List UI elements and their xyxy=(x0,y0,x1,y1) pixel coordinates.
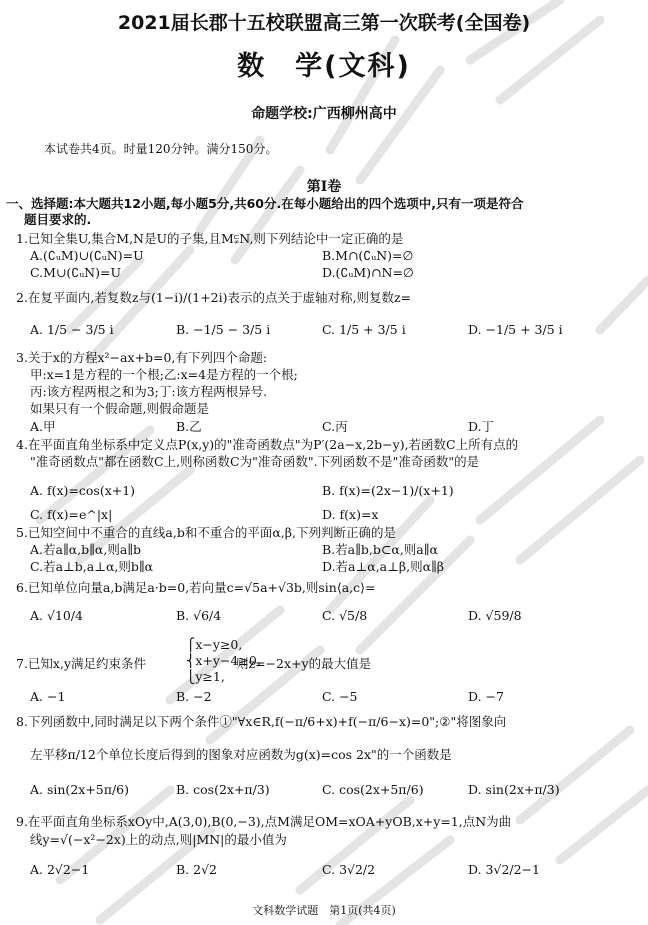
question-7-constraint-1: ⎧x−y≥0, xyxy=(186,637,243,652)
question-3-option-a: A.甲 xyxy=(30,419,56,434)
question-6-option-c: C. √5/8 xyxy=(322,608,368,623)
question-1-stem: 1.已知全集U,集合M,N是U的子集,且M⫋N,则下列结论中一定正确的是 xyxy=(16,231,404,246)
exam-title: 2021届长郡十五校联盟高三第一次联考(全国卷) xyxy=(117,12,531,34)
exam-subject: 数 学(文科) xyxy=(237,51,411,82)
question-4-line2: "准奇函数点"都在函数C上,则称函数C为"准奇函数".下列函数不是"准奇函数"的是 xyxy=(30,454,480,469)
question-7-option-a: A. −1 xyxy=(30,689,66,704)
question-3-option-d: D.丁 xyxy=(468,419,495,434)
question-2-option-a: A. 1/5 − 3/5 i xyxy=(30,322,114,337)
question-1-option-d: D.(∁ᵤM)∩N=∅ xyxy=(322,265,414,280)
question-8-option-a: A. sin(2x+5π/6) xyxy=(30,782,129,797)
question-7-constraint-3: ⎩y≥1, xyxy=(186,669,225,684)
question-3-line4: 如果只有一个假命题,则假命题是 xyxy=(30,401,209,416)
page-footer: 文科数学试题 第1页(共4页) xyxy=(252,904,396,917)
question-4-option-a: A. f(x)=cos(x+1) xyxy=(30,483,136,498)
question-1-option-b: B.M∩(∁ᵤN)=∅ xyxy=(322,248,414,263)
question-5-option-c: C.若a⊥b,a⊥α,则b∥α xyxy=(30,559,154,574)
question-9-stem: 9.在平面直角坐标系xOy中,A(3,0),B(0,−3),点M满足OM=xOA+yOB,x+y=1,点N为曲 xyxy=(16,814,512,829)
question-8-option-b: B. cos(2x+π/3) xyxy=(176,782,270,797)
question-8-stem: 8.下列函数中,同时满足以下两个条件①"∀x∈R,f(−π/6+x)+f(−π/6−x)=0";②"将图象向 xyxy=(16,714,507,729)
question-7-option-d: D. −7 xyxy=(468,689,504,704)
question-5-stem: 5.已知空间中不重合的直线a,b和不重合的平面α,β,下列判断正确的是 xyxy=(16,525,396,540)
question-6-option-a: A. √10/4 xyxy=(30,608,84,623)
part-heading-line1: 一、选择题:本大题共12小题,每小题5分,共60分.在每小题给出的四个选项中,只有一项是符合 xyxy=(6,196,524,211)
question-6-option-b: B. √6/4 xyxy=(176,608,222,623)
question-9-option-b: B. 2√2 xyxy=(176,862,218,877)
question-3-option-b: B.乙 xyxy=(176,419,202,434)
question-3-option-c: C.丙 xyxy=(322,419,348,434)
question-3-stem: 3.关于x的方程x²−ax+b=0,有下列四个命题: xyxy=(16,350,268,365)
section-title: 第Ⅰ卷 xyxy=(306,179,342,195)
question-5-option-b: B.若a∥b,b⊂α,则a∥α xyxy=(322,542,438,557)
question-5-option-a: A.若a∥α,b∥α,则a∥b xyxy=(30,542,142,557)
question-9-line2: 线y=√(−x²−2x)上的动点,则|MN|的最小值为 xyxy=(30,832,287,847)
question-5-option-d: D.若a⊥α,a⊥β,则α∥β xyxy=(322,559,445,574)
question-9-option-d: D. 3√2/2−1 xyxy=(468,862,540,877)
question-3-line2: 甲:x=1是方程的一个根;乙:x=4是方程的一个根; xyxy=(30,367,298,382)
part-heading-line2: 题目要求的. xyxy=(24,212,92,227)
question-7-option-b: B. −2 xyxy=(176,689,212,704)
question-1-option-c: C.M∪(∁ᵤN)=U xyxy=(30,265,122,280)
question-2-option-b: B. −1/5 − 3/5 i xyxy=(176,322,271,337)
question-7-stem: 7.已知x,y满足约束条件 xyxy=(16,656,147,671)
question-6-stem: 6.已知单位向量a,b满足a·b=0,若向量c=√5a+√3b,则sin⟨a,c⟩= xyxy=(16,580,376,595)
exam-instructions: 本试卷共4页。时量120分钟。满分150分。 xyxy=(44,142,278,156)
question-4-option-c: C. f(x)=e^|x| xyxy=(30,507,113,522)
question-2-option-c: C. 1/5 + 3/5 i xyxy=(322,322,406,337)
question-1-option-a: A.(∁ᵤM)∪(∁ᵤN)=U xyxy=(30,248,144,263)
question-8-line2: 左平移π/12个单位长度后得到的图象对应函数为g(x)=cos 2x"的一个函数是 xyxy=(30,747,452,762)
question-6-option-d: D. √59/8 xyxy=(468,608,522,623)
question-7-option-c: C. −5 xyxy=(322,689,358,704)
question-8-option-d: D. sin(2x+π/3) xyxy=(468,782,560,797)
question-9-option-c: C. 3√2/2 xyxy=(322,862,376,877)
question-4-option-b: B. f(x)=(2x−1)/(x+1) xyxy=(322,483,454,498)
question-2-stem: 2.在复平面内,若复数z与(1−i)/(1+2i)表示的点关于虚轴对称,则复数z= xyxy=(16,290,412,305)
question-4-stem: 4.在平面直角坐标系中定义点P(x,y)的"准奇函数点"为P′(2a−x,2b−y),若函数C上所有点的 xyxy=(16,437,519,452)
question-7-stem-tail: 则z=−2x+y的最大值是 xyxy=(236,656,372,671)
question-8-option-c: C. cos(2x+5π/6) xyxy=(322,782,424,797)
question-4-option-d: D. f(x)=x xyxy=(322,507,379,522)
question-9-option-a: A. 2√2−1 xyxy=(30,862,90,877)
question-3-line3: 丙:该方程两根之和为3;丁:该方程两根异号. xyxy=(30,384,268,399)
question-7-constraint-2: ⎨x+y−4≥0, xyxy=(186,653,261,668)
exam-author-school: 命题学校:广西柳州高中 xyxy=(251,106,397,122)
question-2-option-d: D. −1/5 + 3/5 i xyxy=(468,322,563,337)
